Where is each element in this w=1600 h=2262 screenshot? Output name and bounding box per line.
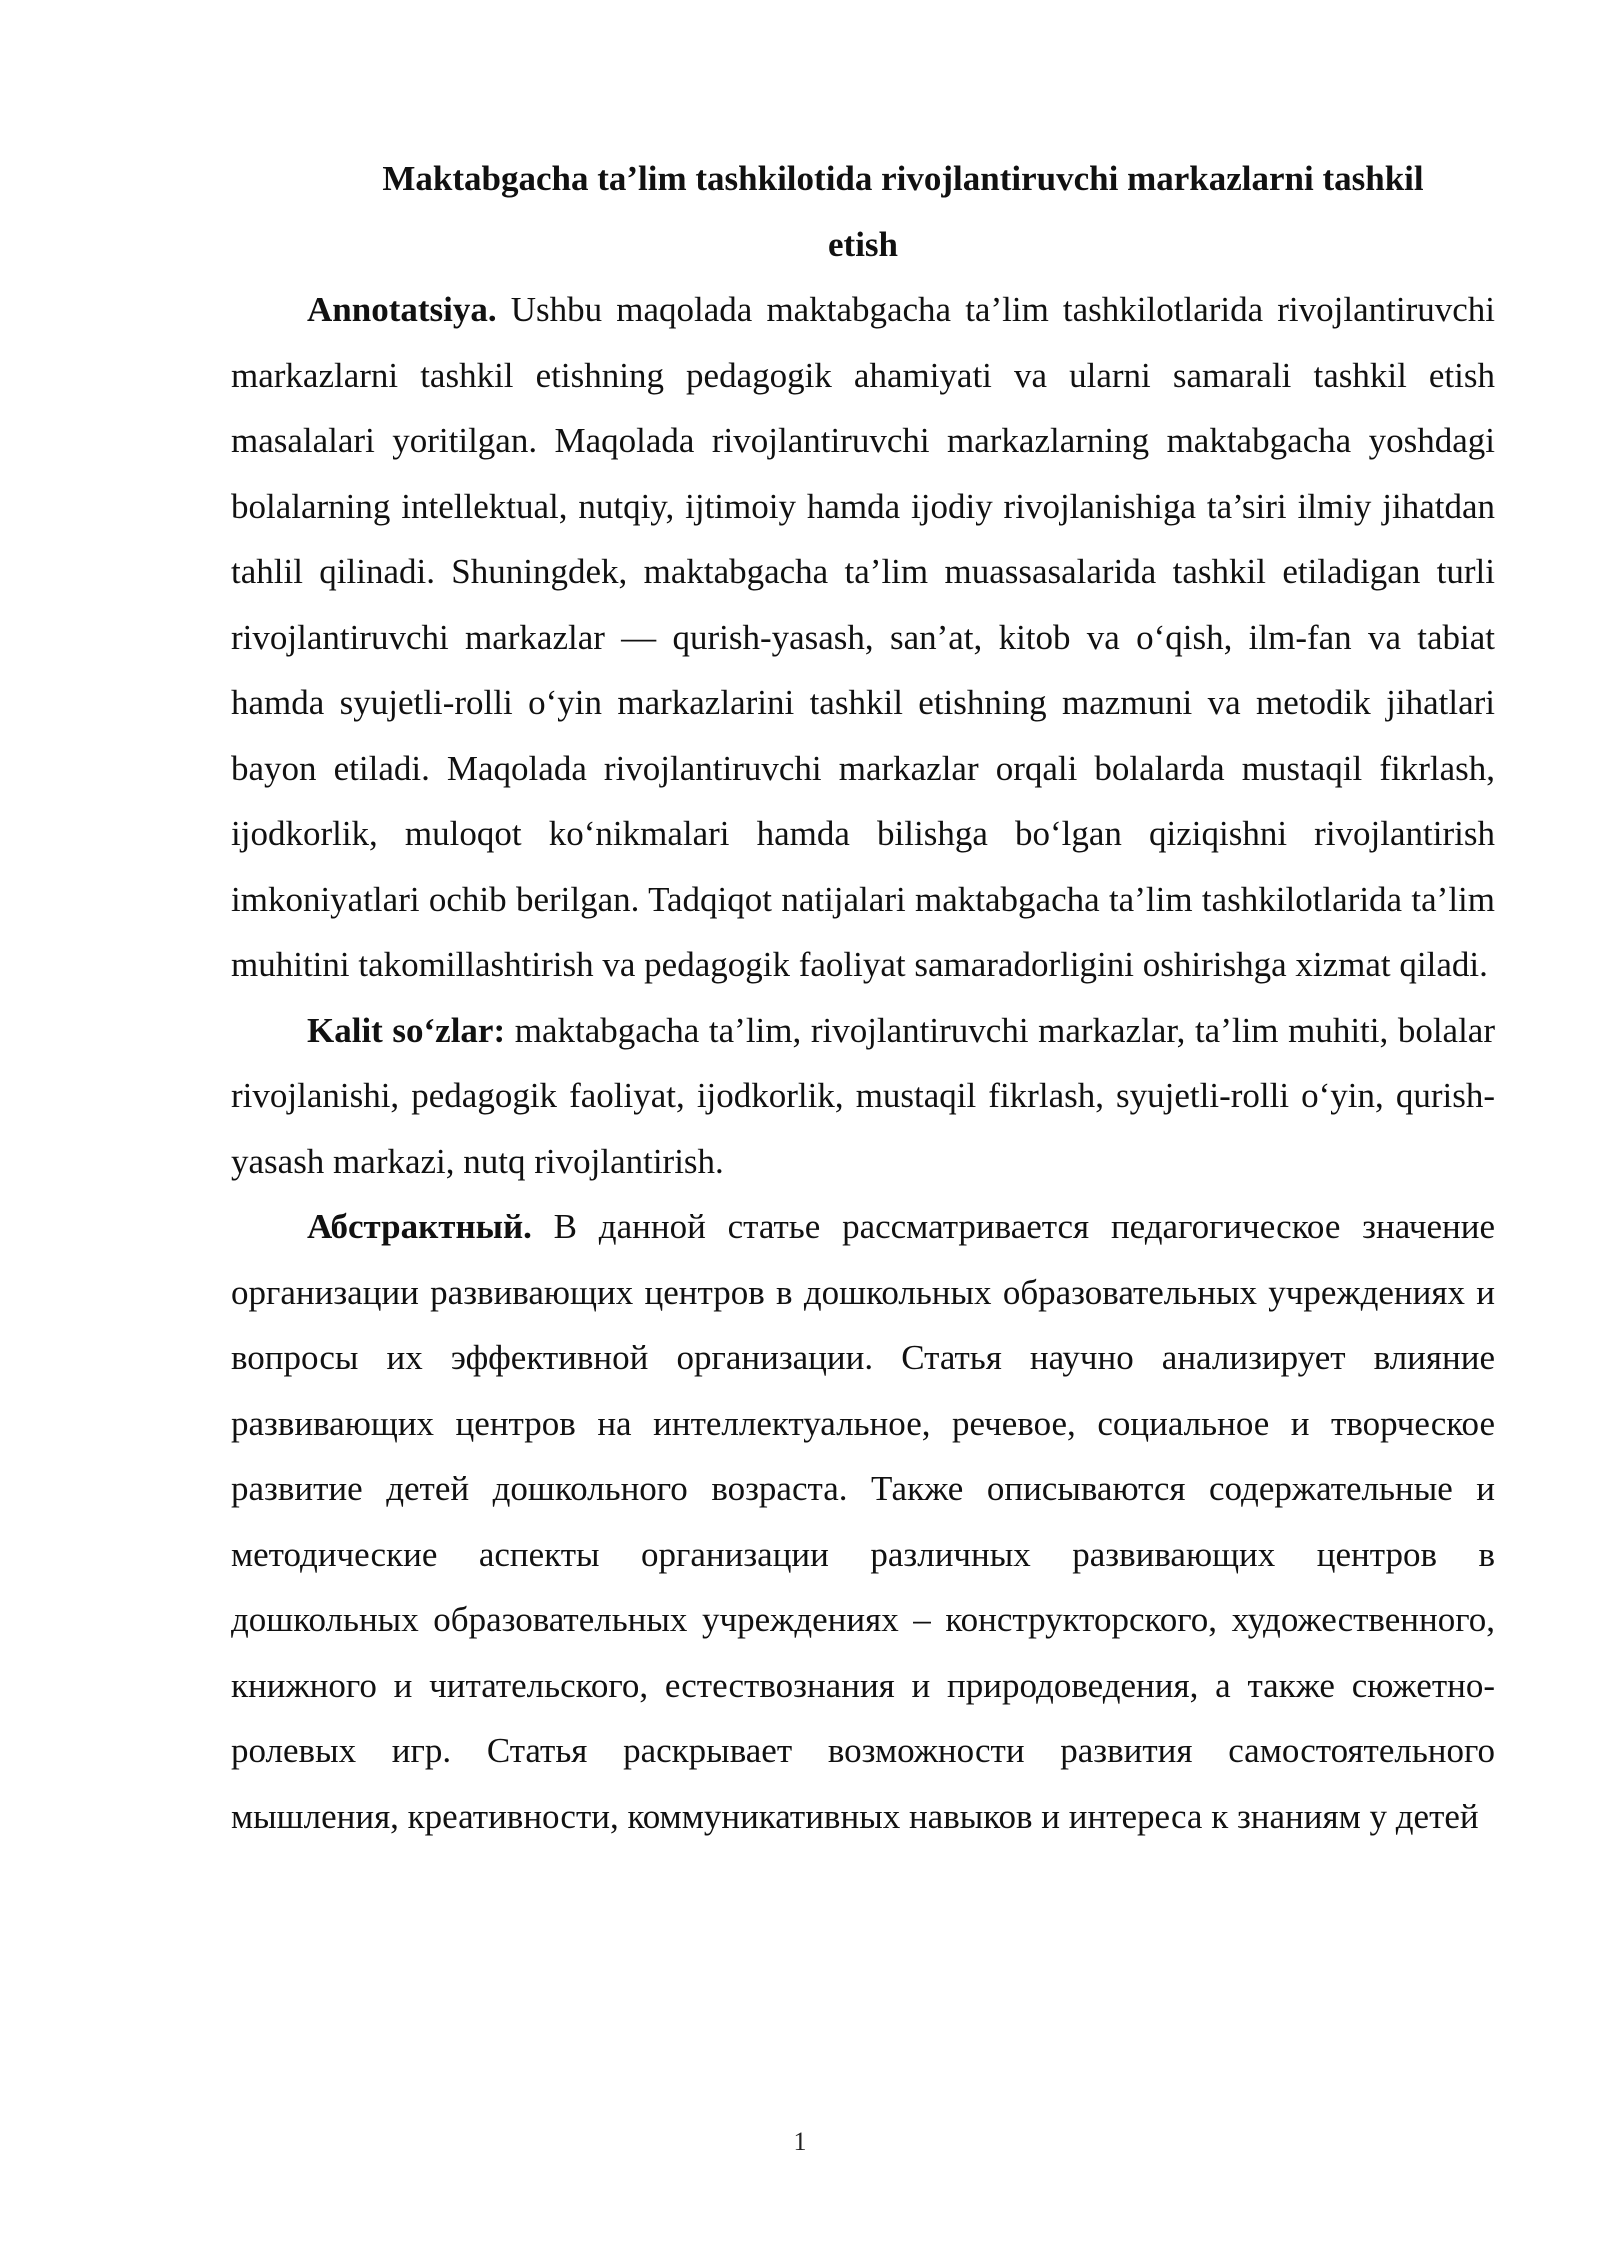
annotation-text: Ushbu maqolada maktabgacha ta’lim tashkilotlarida rivojlantiruvchi markazlarni tashkil etishning pedagogik ahamiyati va ularni samarali tashkil etish masalalari yoritilgan. Maqolada rivojlantiruvchi markazlarning maktabgacha yoshdagi bolalarning intellektual, nutqiy, ijtimoiy hamda ijodiy rivojlanishiga ta’siri ilmiy jihatdan tahlil qilinadi. Shuningdek, maktabgacha ta’lim muassasalarida tashkil etiladigan turli rivojlantiruvchi markazlar — qurish-yasash, san’at, kitob va o‘qish, ilm-fan va tabiat hamda syujetli-rolli o‘yin markazlarini tashkil etishning mazmuni va metodik jihatlari bayon etiladi. Maqolada rivojlantiruvchi markazlar orqali bolalarda mustaqil fikrlash, ijodkorlik, muloqot ko‘nikmalari hamda bilishga bo‘lgan qiziqishni rivojlantirish imkoniyatlari ochib berilgan. Tadqiqot natijalari maktabgacha ta’lim tashkilotlarida ta’lim muhitini takomillashtirish va pedagogik faoliyat samaradorligini oshirishga xizmat qiladi. [231, 290, 1495, 984]
title-line-2: etish [828, 224, 898, 264]
keywords-paragraph [231, 998, 1495, 1195]
keywords-text: maktabgacha ta’lim, rivojlantiruvchi markazlar, ta’lim muhiti, bolalar rivojlanishi, pedagogik faoliyat, ijodkorlik, mustaqil fikrlash, syujetli-rolli o‘yin, qurish-yasash markazi, nutq rivojlantirish. [231, 1010, 1495, 1181]
keywords-label: Kalit so‘zlar: [307, 1010, 506, 1050]
annotation-label: Annotatsiya. [307, 290, 497, 329]
annotation-paragraph [231, 277, 1495, 998]
abstract-text: В данной статье рассматривается педагогическое значение организации развивающих центров в дошкольных образовательных учреждениях и вопросы их эффективной организации. Статья научно анализирует влияние развивающих центров на интеллектуальное, речевое, социальное и творческое развитие детей дошкольного возраста. Также описываются содержательные и методические аспекты организации различных развивающих центров в дошкольных образовательных учреждениях – конструкторского, художественного, книжного и читательского, естествознания и природоведения, а также сюжетно-ролевых игр. Статья раскрывает возможности развития самостоятельного мышления, креативности, коммуникативных навыков и интереса к знаниям у детей [231, 1207, 1495, 1836]
page-content [231, 146, 1495, 1849]
title-line-1: Maktabgacha ta’lim tashkilotida rivojlantiruvchi markazlarni tashkil [382, 159, 1424, 198]
abstract-label: Абстрактный. [307, 1207, 532, 1246]
abstract-paragraph [231, 1194, 1495, 1849]
page-number: 1 [793, 2127, 807, 2156]
article-title [231, 146, 1495, 277]
